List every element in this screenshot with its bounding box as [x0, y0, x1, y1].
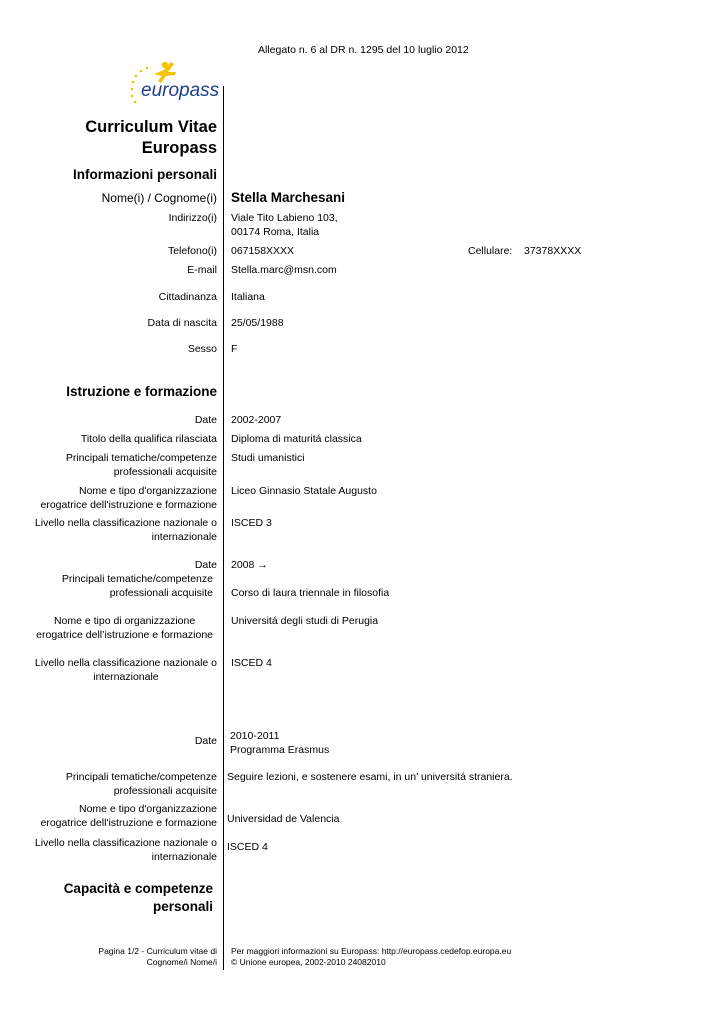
edu3-org-value: Universidad de Valencia [227, 813, 340, 825]
logo-text: europass [141, 80, 220, 101]
phone-label: Telefono(i) [167, 245, 217, 257]
cv-title-line1: Curriculum Vitae [85, 118, 217, 136]
edu3-date-label: Date [194, 735, 217, 747]
edu1-date-value: 2002-2007 [231, 414, 282, 426]
cv-title-line2: Europass [141, 139, 217, 157]
edu1-date-label: Date [194, 414, 217, 426]
edu1-title-value: Diploma di maturitá classica [231, 433, 362, 445]
edu2-date-label: Date [194, 559, 217, 571]
edu1-level-label: Livello nella classificazione nazionale o internazionale [34, 517, 217, 543]
edu3-date-value: 2010-2011 Programma Erasmus [230, 730, 330, 756]
mobile-value: 37378XXXX [524, 245, 582, 257]
email-label: E-mail [187, 264, 217, 276]
footer-europass-info: Per maggiori informazioni su Europass: http://europass.cedefop.europa.eu © Unione europea, 2002-2010 24082010 [231, 946, 512, 967]
edu1-topics-value: Studi umanistici [231, 452, 305, 464]
edu2-date-value: 2008 → [231, 559, 268, 571]
name-label: Nome(i) / Cognome(i) [101, 191, 217, 205]
name-value: Stella Marchesani [231, 190, 346, 205]
edu1-org-label: Nome e tipo d'organizzazione erogatrice dell'istruzione e formazione [40, 485, 217, 511]
birth-value: 25/05/1988 [231, 317, 284, 329]
edu2-level-value: ISCED 4 [231, 657, 272, 669]
sex-label: Sesso [187, 343, 217, 355]
edu1-org-value: Liceo Ginnasio Statale Augusto [231, 485, 377, 497]
edu3-level-value: ISCED 4 [227, 841, 268, 853]
edu2-org-label: Nome e tipo di organizzazione erogatrice dell’istruzione e formazione [36, 615, 213, 641]
europass-wordmark [141, 81, 219, 101]
footer-page-info: Pagina 1/2 - Curriculum vitae di Cognome/i Nome/i [98, 946, 217, 967]
edu2-org-value: Universitá degli studi di Perugia [231, 615, 379, 627]
citizenship-label: Cittadinanza [158, 291, 217, 303]
citizenship-value: Italiana [231, 291, 265, 303]
edu1-topics-label: Principali tematiche/competenze professionali acquisite [65, 452, 217, 478]
column-divider [223, 86, 224, 970]
europass-logo [124, 56, 220, 106]
edu2-topics-label: Principali tematiche/competenze professionali acquisite [61, 573, 213, 599]
email-value: Stella.marc@msn.com [231, 264, 337, 276]
phone-value: 067158XXXX [231, 245, 295, 257]
section-skills: Capacità e competenze personali [63, 881, 213, 914]
section-education: Istruzione e formazione [66, 384, 217, 399]
address-value: Viale Tito Labieno 103, 00174 Roma, Italia [231, 212, 338, 238]
edu1-title-label: Titolo della qualifica rilasciata [80, 433, 217, 445]
section-personal-info: Informazioni personali [72, 167, 217, 182]
edu3-topics-label: Principali tematiche/competenze professionali acquisite [65, 771, 217, 797]
sex-value: F [231, 343, 238, 355]
edu2-level-label: Livello nella classificazione nazionale o internazionale [34, 657, 217, 683]
edu3-org-label: Nome e tipo d'organizzazione erogatrice dell'istruzione e formazione [40, 803, 217, 829]
mobile-label: Cellulare: [468, 245, 513, 257]
edu1-level-value: ISCED 3 [231, 517, 272, 529]
edu3-topics-value: Seguire lezioni, e sostenere esami, in un’ universitá straniera. [227, 771, 513, 783]
edu2-topics-value: Corso di laura triennale in filosofia [231, 587, 390, 599]
edu3-level-label: Livello nella classificazione nazionale o internazionale [34, 837, 217, 863]
address-label: Indirizzo(i) [168, 212, 217, 224]
cv-title [85, 117, 217, 159]
birth-label: Data di nascita [147, 317, 217, 329]
header-note: Allegato n. 6 al DR n. 1295 del 10 luglio 2012 [258, 44, 469, 56]
